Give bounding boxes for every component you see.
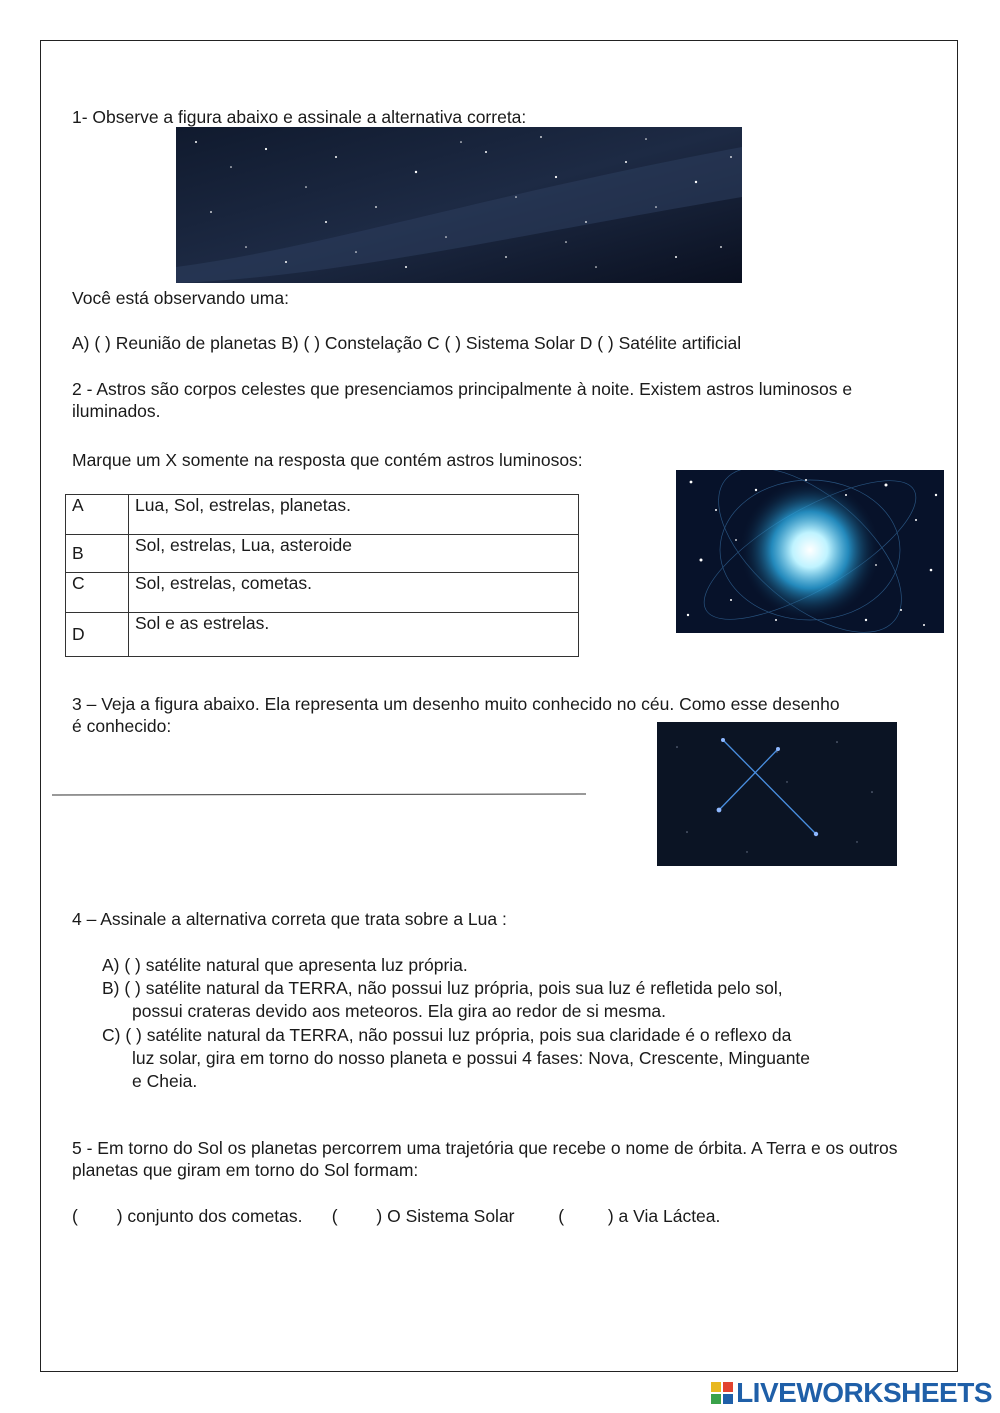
constellation-image — [657, 722, 897, 866]
table-row[interactable] — [66, 613, 579, 657]
milky-way-image — [176, 127, 742, 283]
q1-title: 1- Observe a figura abaixo e assinale a alternativa correta: — [72, 107, 527, 127]
q5-options: ( ) conjunto dos cometas. ( ) O Sistema Solar ( ) a Via Láctea. — [72, 1206, 721, 1226]
option-text: Sol e as estrelas. — [129, 613, 579, 657]
logo-text: LIVEWORKSHEETS — [736, 1377, 992, 1408]
option-text: Sol, estrelas, cometas. — [129, 573, 579, 613]
q5-text: 5 - Em torno do Sol os planetas percorrem uma trajetória que recebe o nome de órbita. A Terra e os outros planetas que giram em torno do Sol formam: — [72, 1138, 898, 1180]
option-text: Sol, estrelas, Lua, asteroide — [129, 535, 579, 573]
q4-title: 4 – Assinale a alternativa correta que trata sobre a Lua : — [72, 909, 507, 929]
q4-option-c-line2: luz solar, gira em torno do nosso planeta e possui 4 fases: Nova, Crescente, Minguante — [132, 1048, 811, 1068]
table-row[interactable] — [66, 573, 579, 613]
q4-option-a: A) ( ) satélite natural que apresenta luz própria. — [102, 955, 468, 975]
option-key: C — [66, 573, 129, 613]
q4-option-b-line2: possui crateras devido aos meteoros. Ela gira ao redor de si mesma. — [132, 1001, 667, 1021]
q4-option-b-line1: B) ( ) satélite natural da TERRA, não possui luz própria, pois sua luz é refletida pelo sol, — [102, 978, 783, 998]
option-text: Lua, Sol, estrelas, planetas. — [129, 495, 579, 535]
q4-option-c-line3: e Cheia. — [132, 1071, 198, 1091]
q4-option-c-line1: C) ( ) satélite natural da TERRA, não possui luz própria, pois sua claridade é o reflexo da — [102, 1025, 792, 1045]
table-row[interactable] — [66, 535, 579, 573]
option-key: A — [66, 495, 129, 535]
liveworksheets-logo — [711, 1378, 992, 1408]
q1-subtitle: Você está observando uma: — [72, 288, 289, 308]
q2-text: 2 - Astros são corpos celestes que presenciamos principalmente à noite. Existem astros luminosos e iluminados. — [72, 379, 853, 421]
option-key: B — [66, 535, 129, 573]
logo-mark-icon — [711, 1382, 733, 1404]
glowing-star-image — [676, 470, 944, 633]
q1-options: A) ( ) Reunião de planetas B) ( ) Constelação C ( ) Sistema Solar D ( ) Satélite artificial — [72, 333, 742, 353]
q2-instruction: Marque um X somente na resposta que contém astros luminosos: — [72, 450, 583, 470]
q3-text: 3 – Veja a figura abaixo. Ela representa um desenho muito conhecido no céu. Como esse desenho é conhecido: — [72, 694, 840, 736]
option-key: D — [66, 613, 129, 657]
table-row[interactable] — [66, 495, 579, 535]
q2-options-table — [65, 494, 579, 657]
